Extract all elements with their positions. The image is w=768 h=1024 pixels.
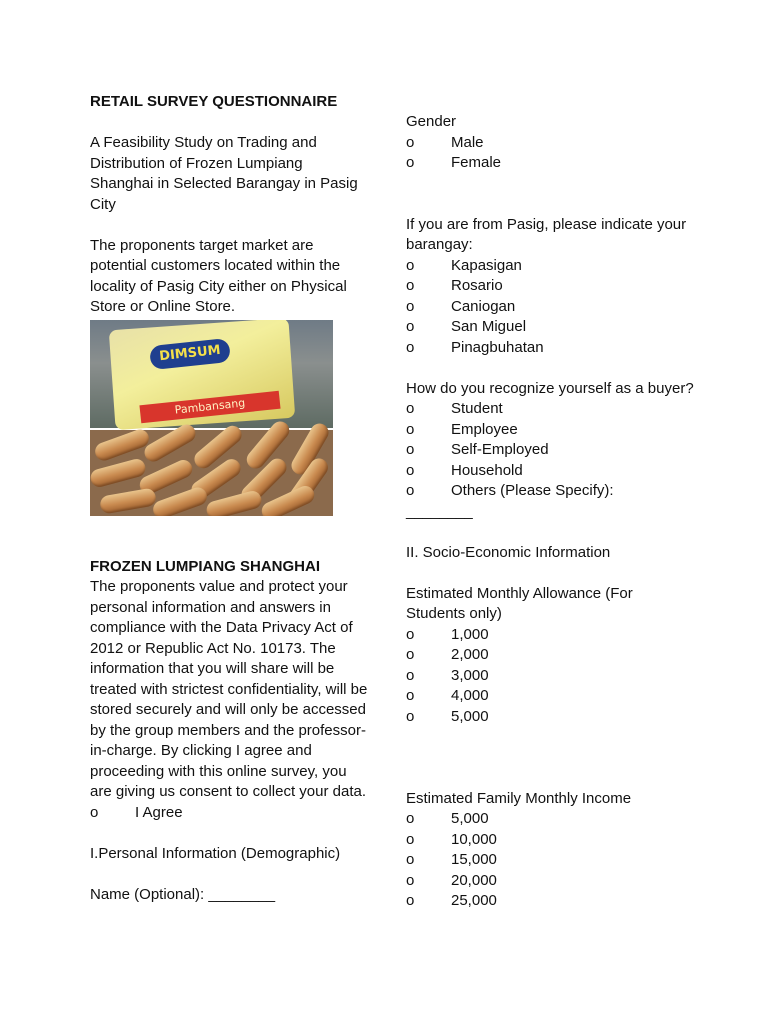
allowance-option[interactable]: [406, 625, 696, 646]
right-column: [406, 112, 696, 912]
barangay-option-rosario[interactable]: [406, 276, 696, 297]
radio-bullet: o: [406, 646, 415, 663]
radio-bullet: o: [406, 892, 415, 909]
others-specify-field[interactable]: ________: [406, 502, 473, 520]
option-label: Caniogan: [451, 297, 516, 315]
option-label: Self-Employed: [451, 441, 549, 458]
package-band: Pambansang: [139, 390, 280, 423]
barangay-label: If you are from Pasig, please indicate your barangay:: [406, 215, 687, 253]
option-label: 25,000: [451, 892, 497, 909]
radio-bullet: o: [406, 482, 415, 499]
page-title: RETAIL SURVEY QUESTIONNAIRE: [90, 93, 338, 110]
study-title: A Feasibility Study on Trading and Distribution of Frozen Lumpiang Shanghai in Selected Barangay in Pasig City: [90, 134, 358, 213]
radio-bullet: o: [406, 441, 415, 458]
radio-bullet: o: [406, 277, 415, 294]
option-label: 1,000: [451, 625, 489, 643]
income-option[interactable]: [406, 871, 696, 892]
allowance-option[interactable]: [406, 666, 696, 687]
allowance-option[interactable]: [406, 686, 696, 707]
radio-bullet: o: [406, 420, 415, 438]
radio-bullet: o: [406, 707, 415, 725]
radio-bullet: o: [406, 133, 415, 151]
gender-option-female[interactable]: [406, 153, 696, 174]
radio-bullet: o: [406, 400, 415, 417]
buyer-option-employee[interactable]: [406, 420, 696, 441]
option-label: Household: [451, 461, 523, 479]
option-label: 5,000: [451, 810, 489, 827]
buyer-option-household[interactable]: [406, 461, 696, 482]
product-photo: [90, 320, 333, 516]
buyer-option-self-employed[interactable]: [406, 440, 696, 461]
package-brand: DIMSUM: [149, 337, 231, 369]
income-option[interactable]: [406, 850, 696, 871]
radio-bullet: o: [406, 851, 415, 868]
income-option[interactable]: [406, 809, 696, 830]
radio-bullet: o: [90, 803, 99, 821]
radio-bullet: o: [406, 625, 415, 643]
allowance-option[interactable]: [406, 707, 696, 728]
radio-bullet: o: [406, 318, 415, 335]
option-label: Male: [451, 133, 484, 151]
barangay-option-caniogan[interactable]: [406, 297, 696, 318]
option-label: Others (Please Specify):: [451, 482, 614, 499]
buyer-option-others[interactable]: [406, 481, 696, 502]
radio-bullet: o: [406, 154, 415, 171]
section-personal-info: I.Personal Information (Demographic): [90, 844, 341, 862]
allowance-option[interactable]: [406, 645, 696, 666]
option-label: 20,000: [451, 871, 497, 889]
option-label: Kapasigan: [451, 256, 522, 274]
option-label: Employee: [451, 420, 518, 438]
option-label: 10,000: [451, 830, 497, 848]
option-label: 5,000: [451, 707, 489, 725]
radio-bullet: o: [406, 666, 415, 684]
option-label: Rosario: [451, 277, 503, 294]
barangay-option-san-miguel[interactable]: [406, 317, 696, 338]
radio-bullet: o: [406, 871, 415, 889]
agree-option[interactable]: [90, 803, 370, 824]
option-label: 15,000: [451, 851, 497, 868]
radio-bullet: o: [406, 687, 415, 704]
option-label: 3,000: [451, 666, 489, 684]
radio-bullet: o: [406, 297, 415, 315]
name-field[interactable]: Name (Optional): ________: [90, 885, 276, 903]
option-label: San Miguel: [451, 318, 527, 335]
radio-bullet: o: [406, 461, 415, 479]
option-label: 4,000: [451, 687, 489, 704]
allowance-label: Estimated Monthly Allowance (For Students only): [406, 584, 633, 622]
gender-option-male[interactable]: [406, 133, 696, 154]
left-column: [90, 92, 370, 905]
income-option[interactable]: [406, 891, 696, 912]
income-label: Estimated Family Monthly Income: [406, 789, 632, 807]
gender-label: Gender: [406, 113, 457, 130]
income-option[interactable]: [406, 830, 696, 851]
barangay-option-pinagbuhatan[interactable]: [406, 338, 696, 359]
radio-bullet: o: [406, 810, 415, 827]
agree-label: I Agree: [135, 803, 183, 821]
lumpia-rolls-photo: [90, 430, 333, 516]
barangay-option-kapasigan[interactable]: [406, 256, 696, 277]
product-title: FROZEN LUMPIANG SHANGHAI: [90, 557, 320, 575]
privacy-text: The proponents value and protect your personal information and answers in compliance with the Data Privacy Act of 2012 or Republic Act No. 10173. The information that you will share will be treated with strictest confidentiality, will be stored securely and will only be accessed by the group members and the professor-in-charge. By clicking I agree and proceeding with this online survey, you are giving us consent to collect your data.: [90, 578, 368, 800]
radio-bullet: o: [406, 256, 415, 274]
option-label: 2,000: [451, 646, 489, 663]
buyer-label: How do you recognize yourself as a buyer?: [406, 379, 694, 397]
target-market-text: The proponents target market are potential customers located within the locality of Pasig City either on Physical Store or Online Store.: [90, 236, 347, 315]
section-socio-economic: II. Socio-Economic Information: [406, 543, 611, 561]
buyer-option-student[interactable]: [406, 399, 696, 420]
option-label: Student: [451, 400, 503, 417]
option-label: Female: [451, 154, 502, 171]
radio-bullet: o: [406, 338, 415, 356]
option-label: Pinagbuhatan: [451, 338, 544, 356]
radio-bullet: o: [406, 830, 415, 848]
